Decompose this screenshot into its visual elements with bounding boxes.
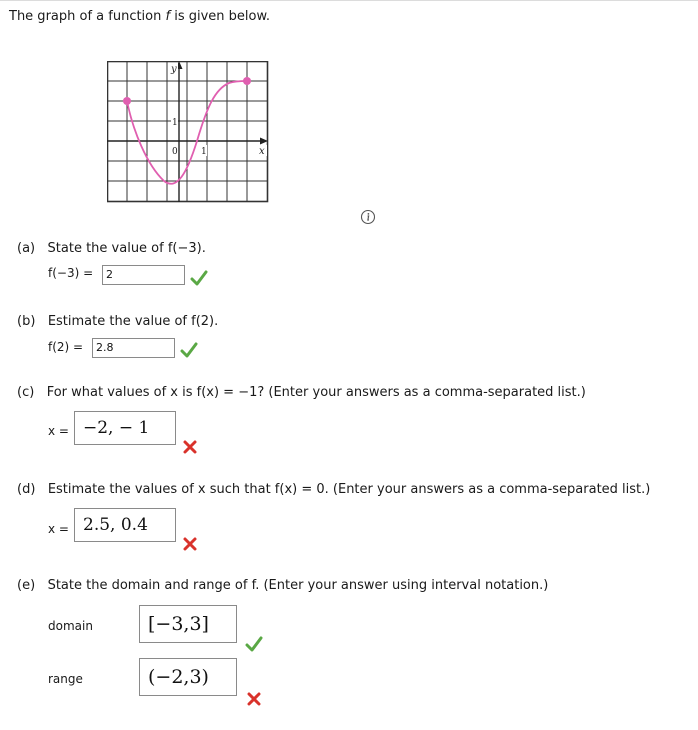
x-axis-label: x [259,146,265,157]
curve-end-point [243,77,251,85]
domain-answer-input[interactable]: [−3,3] [139,605,237,643]
part-e-letter: (e) [17,578,36,593]
range-answer-input[interactable]: (−2,3) [139,658,237,696]
part-a-question [17,241,206,256]
part-b-letter: (b) [17,314,36,329]
origin-tick-label: 0 [172,147,178,157]
part-b-check-icon [180,341,198,359]
part-a-answer-input[interactable]: 2 [102,265,185,285]
part-b-text: Estimate the value of f(2). [47,314,219,329]
part-c-answer-input[interactable]: −2, − 1 [74,411,176,445]
part-c-field-label: x = [48,424,69,438]
part-d-question [17,482,650,497]
x-tick-label: 1 [201,147,207,157]
part-a-text: State the value of f(−3). [47,241,206,256]
part-e-text: State the domain and range of f. (Enter your answer using interval notation.) [47,578,549,593]
domain-check-icon [245,635,263,653]
function-graph [107,61,269,203]
part-c-x-icon [182,439,198,455]
info-icon[interactable] [360,209,376,225]
intro-text [9,9,270,24]
y-tick-label: 1 [172,118,178,128]
part-b-answer-input[interactable]: 2.8 [92,338,175,358]
intro-function-name: f [165,9,171,24]
part-c-question [17,385,586,400]
intro-prefix: The graph of a function [9,9,162,24]
part-c-letter: (c) [17,385,35,400]
intro-suffix: is given below. [174,9,271,24]
part-b-question [17,314,218,329]
part-a-letter: (a) [17,241,36,256]
part-d-letter: (d) [17,482,36,497]
top-divider [0,0,698,1]
part-a-check-icon [190,269,208,287]
curve-start-point [123,97,131,105]
part-b-field-label: f(2) = [48,340,84,354]
range-label: range [48,672,83,686]
y-axis-label: y [171,64,177,75]
part-a-field-label: f(−3) = [48,266,94,280]
range-x-icon [246,691,262,707]
part-d-x-icon [182,536,198,552]
part-c-text: For what values of x is f(x) = −1? (Enter your answers as a comma-separated list.) [46,385,586,400]
part-d-field-label: x = [48,522,69,536]
part-d-answer-input[interactable]: 2.5, 0.4 [74,508,176,542]
domain-label: domain [48,619,93,633]
part-e-question [17,578,548,593]
part-d-text: Estimate the values of x such that f(x) = 0. (Enter your answers as a comma-separated list.) [47,482,651,497]
